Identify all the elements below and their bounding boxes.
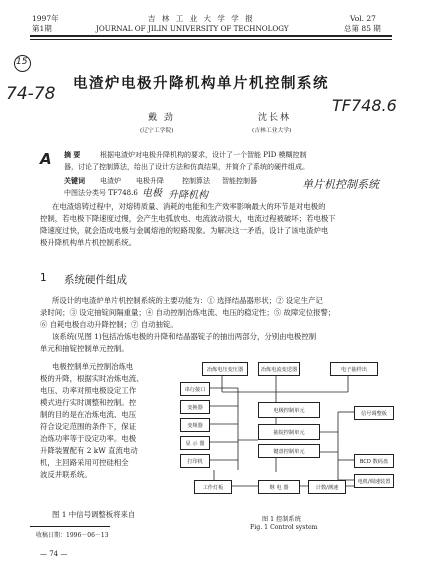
left-column-line: 电压、功率对照电极设定工作 <box>40 386 137 395</box>
header-total: 总第 85 期 <box>344 24 381 33</box>
classification-number: 中图法分类号 TF748.6 <box>64 189 138 197</box>
author-2-name: 沈长林 <box>258 113 292 123</box>
block-bcd: BCD 数码盘 <box>354 454 394 468</box>
keyword-3: 控制算法 <box>182 177 210 185</box>
circled-number-mark <box>14 55 31 72</box>
figure-caption-en: Fig. 1 Control system <box>250 524 318 531</box>
block-printer: 打印机 <box>180 454 210 468</box>
header-rule <box>30 35 392 37</box>
left-column-line: 波反并联系统。 <box>40 470 92 479</box>
left-column-line: 极的升降，根据实时冶炼电流、 <box>40 374 144 383</box>
block-control: 变频器 <box>180 418 210 432</box>
handwritten-a-mark: A <box>40 150 52 168</box>
handwritten-keyword-2: 电极 <box>142 188 162 199</box>
left-column-line: 升降装置配有 2 kW 直流电动 <box>40 446 138 455</box>
section1-p1-line2: 录时间；③ 设定抽锭间隔重量；④ 自动控制冶炼电流、电压的稳定性；⑤ 故障定位报警； <box>40 308 336 317</box>
left-column-line: 模式进行实时调整和控制。控 <box>40 398 137 407</box>
author-1-name: 戴 劲 <box>148 113 175 123</box>
left-column-line: 机，主回路采用可控硅相全 <box>40 458 129 467</box>
block-motor: 电机/调速装置 <box>354 474 394 488</box>
left-column-line: 电极控制单元控制冶炼电 <box>52 362 134 371</box>
journal-title-en: JOURNAL OF JILIN UNIVERSITY OF TECHNOLOGY <box>96 24 289 33</box>
section1-p1-line1: 所设计的电渣炉单片机控制系统的主要功能为：① 选择结晶器形状；② 设定生产记 <box>52 296 323 305</box>
keyword-2: 电极升降 <box>136 177 164 185</box>
handwritten-pages: 74-78 <box>6 84 56 104</box>
left-column-line: 符合设定范围的条件下，保证 <box>40 422 137 431</box>
abstract-line-2: 器，讨论了控制算法，给出了设计方法和仿真结果，并简介了系统的硬件组成。 <box>64 163 309 171</box>
intro-line-2: 控制，若电极下降速度过慢，会产生电弧放电、电流波动很大，电流过程被破坏；若电极下 <box>40 214 336 223</box>
block-main: 键盘控制单元 <box>258 444 320 458</box>
journal-title-cn: 吉 林 工 业 大 学 学 报 <box>148 14 255 23</box>
paper-title: 电渣炉电极升降机构单片机控制系统 <box>73 76 329 92</box>
handwritten-keyword-1: 单片机控制系统 <box>302 178 379 191</box>
circled-number: 15 <box>16 57 28 67</box>
section1-p2-line1: 该系统(见图 1)包括冶炼电极的升降和结晶器锭子的抽出两部分，分别由电极控制 <box>52 332 317 341</box>
block-electrode-control: 电极控制单元 <box>258 402 320 418</box>
block-relay: 继 电 器 <box>258 480 300 494</box>
block-sensor: 变换器 <box>180 400 210 414</box>
header-issue: 第1期 <box>32 24 52 33</box>
left-column-line: 图 1 中信号调整板将来自 <box>52 510 136 519</box>
left-column-line: 冶炼功率等于设定功率。电极 <box>40 434 137 443</box>
block-furnace-transformer: 冶炼电压变压器 <box>202 362 248 376</box>
section1-p1-line3: ⑥ 自耗电极自动升降控制；⑦ 自动抽锭。 <box>40 320 178 329</box>
header-year: 1997年 <box>32 14 59 23</box>
handwritten-keyword-3: 升降机构 <box>168 190 208 201</box>
footnote-rule <box>30 526 110 527</box>
block-cpu: 抽锭控制单元 <box>258 424 320 440</box>
section-title: 系统硬件组成 <box>64 274 127 286</box>
received-date: 收稿日期：1996－06－13 <box>36 532 109 539</box>
block-display: 显 示 器 <box>180 436 210 450</box>
intro-line-4: 极升降机构单片机控制系统。 <box>40 238 137 247</box>
block-furnace-current: 冶炼电流变送器 <box>258 362 300 376</box>
keywords-label: 关键词 <box>64 177 85 185</box>
block-workbench: 工作灯板 <box>194 480 232 494</box>
section1-p2-line2: 单元和抽锭控制单元控制。 <box>40 344 129 353</box>
author-2-affiliation: (吉林工业大学) <box>252 128 292 134</box>
keyword-4: 智能控制器 <box>222 177 257 185</box>
author-1-affiliation: (辽宁工学院) <box>140 128 174 134</box>
block-keyboard: 串行接口 <box>180 382 210 396</box>
keyword-1: 电渣炉 <box>100 177 121 185</box>
block-counter: 计数/测速 <box>308 480 346 494</box>
figure-caption-cn: 图 1 控制系统 <box>262 516 301 523</box>
section-number: 1 <box>40 272 47 284</box>
intro-line-3: 降速度过快，就会造成电极与金属熔池的短路现象。为解决这一矛盾，设计了该电渣炉电 <box>40 226 329 235</box>
header-rule-thin <box>30 39 392 40</box>
page-number: — 74 — <box>40 550 68 558</box>
handwritten-class-code: TF748.6 <box>332 96 397 115</box>
intro-line-1: 在电渣熔铸过程中，对熔铸质量、消耗的电能和生产效率影响最大的环节是对电极的 <box>52 202 326 211</box>
abstract-label: 摘 要 <box>64 151 81 159</box>
abstract-line-1: 根据电渣炉对电极升降机构的要求，设计了一个智能 PID 模糊控制 <box>100 151 307 159</box>
header-volume: Vol. 27 <box>350 14 376 23</box>
figure-1-diagram <box>178 360 396 510</box>
left-column-line: 制的目的是在冶炼电流、电压 <box>40 410 137 419</box>
block-motor-drive: 电子抽样出 <box>330 362 378 376</box>
block-signal: 信号调整板 <box>354 406 394 420</box>
